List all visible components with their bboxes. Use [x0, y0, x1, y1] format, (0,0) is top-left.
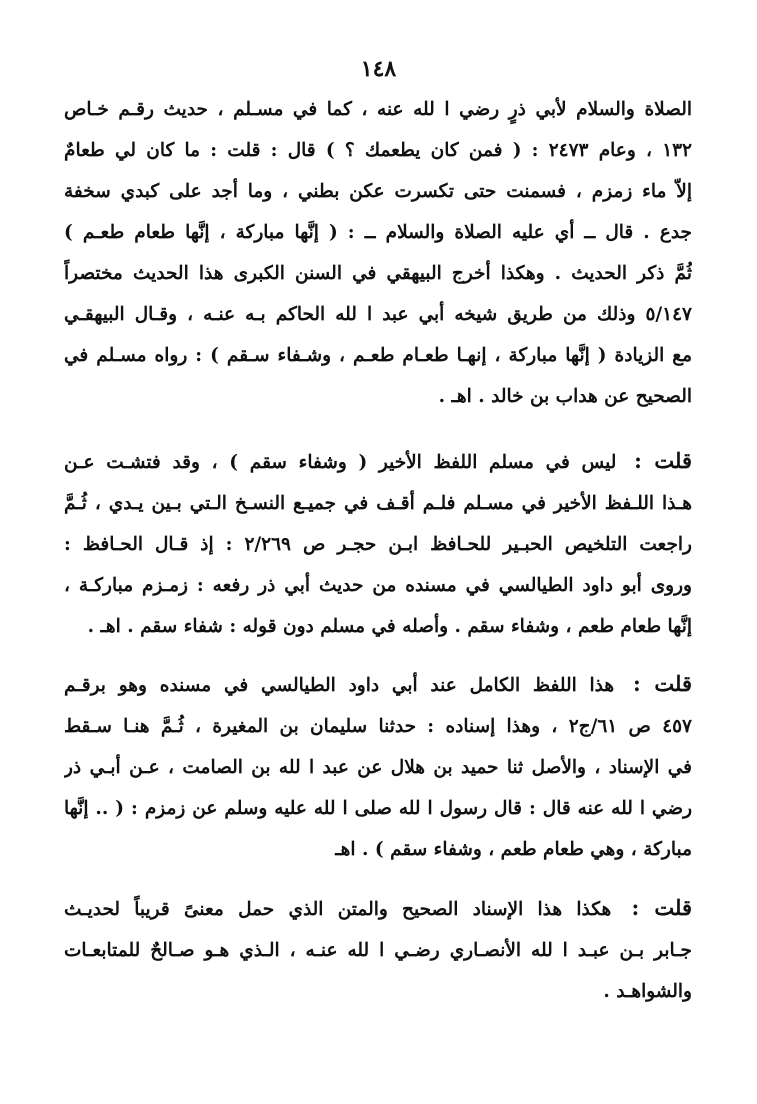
- text-line: هذا اللفظ الكامل عند أبي داود الطيالسي في مسنده وهو برقـم: [64, 675, 615, 696]
- text-line: مباركة ، وهي طعام طعم ، وشفاء سقم ) . اهـ: [335, 839, 692, 860]
- text-line: جـابر بـن عبـد ا لله الأنصـاري رضـي ا لله عنـه ، الـذي هـو صـالحٌ للمتابعـات: [64, 940, 692, 961]
- text-line: هكذا هذا الإسناد الصحيح والمتن الذي حمل معنىً قريباً لحديـث: [64, 899, 612, 920]
- text-line: الصلاة والسلام لأبي ذرٍ رضي ا لله عنه ، كما في مسـلم ، حديث رقـم خـاص: [64, 99, 692, 120]
- text-line: مع الزيادة ( إنَّها مباركة ، إنهـا طعـام طعـم ، وشـفاء سـقم ) : رواه مسـلم في: [64, 345, 692, 366]
- text-line: ٤٥٧ ص ٦١/ج٢ ، وهذا إسناده : حدثنا سليمان بن المغيرة ، ثُـمَّ هنـا سـقط: [64, 716, 692, 737]
- qult-label: قلت :: [631, 895, 692, 920]
- text-line: إلاّ ماء زمزم ، فسمنت حتى تكسرت عكن بطني ، وما أجد على كبدي سخفة: [64, 181, 692, 202]
- text-line-with-label: [64, 440, 692, 483]
- text-line-with-label: [64, 663, 692, 706]
- text-line: ليس في مسلم اللفظ الأخير ( وشفاء سقم ) ، وقد فتشـت عـن: [64, 452, 617, 473]
- page-number: ١٤٨: [360, 56, 397, 82]
- text-line: هـذا اللـفظ الأخير في مسـلم فلـم أقـف في جميـع النسـخ الـتي بـين يـدي ، ثُـمَّ: [64, 493, 692, 514]
- text-line: الصحيح عن هداب بن خالد . اهـ .: [438, 386, 692, 407]
- text-line: ١٣٢ ، وعام ٢٤٧٣ : ( فمن كان يطعمك ؟ ) قال : قلت : ما كان لي طعامٌ: [64, 140, 692, 161]
- paragraph-comment-3: [64, 887, 692, 1012]
- text-line: إنَّها طعام طعم ، وشفاء سقم . وأصله في مسلم دون قوله : شفاء سقم . اهـ .: [87, 616, 692, 637]
- text-line: رضي ا لله عنه قال : قال رسول ا لله صلى ا لله عليه وسلم عن زمزم : ( .. إنَّها: [64, 798, 692, 819]
- text-line: وروى أبو داود الطيالسي في مسنده من حديث أبي ذر رفعه : زمـزم مباركـة ،: [64, 575, 692, 596]
- qult-label: قلت :: [634, 448, 692, 473]
- paragraph-comment-2: [64, 663, 692, 870]
- text-line: جدع . قال ــ أي عليه الصلاة والسلام ــ : ( إنَّها مباركة ، إنَّها طعام طعـم ): [64, 222, 692, 243]
- qult-label: قلت :: [632, 671, 692, 696]
- text-line: في الإسناد ، والأصل ثنا حميد بن هلال عن عبد ا لله بن الصامت ، عـن أبـي ذر: [64, 757, 692, 778]
- text-line: والشواهـد .: [603, 981, 692, 1002]
- paragraph-comment-1: [64, 440, 692, 647]
- text-line: ثُمَّ ذكر الحديث . وهكذا أخرج البيهقي في السنن الكبرى هذا الحديث مختصراً: [64, 263, 692, 284]
- text-line: ٥/١٤٧ وذلك من طريق شيخه أبي عبد ا لله الحاكم بـه عنـه ، وقـال البيهقـي: [64, 304, 692, 325]
- text-line: راجعت التلخيص الحبـير للحـافظ ابـن حجـر ص ٢/٢٦٩ : إذ قـال الحـافظ :: [64, 534, 692, 555]
- paragraph-hadith-narration: [64, 89, 692, 417]
- text-line-with-label: [64, 887, 692, 930]
